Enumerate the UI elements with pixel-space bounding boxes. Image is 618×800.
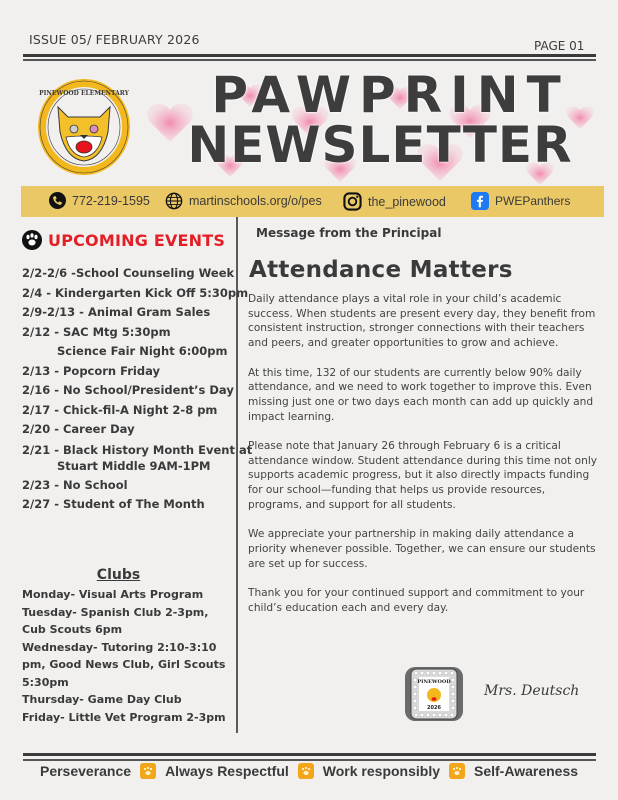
globe-icon <box>165 192 183 210</box>
title-line-1: PAWPRINT <box>211 66 569 124</box>
event-item: 2/23 - No School <box>22 477 128 492</box>
svg-text:PINEWOOD ELEMENTARY: PINEWOOD ELEMENTARY <box>39 90 129 97</box>
event-item: 2/27 - Student of The Month <box>22 497 205 511</box>
event-item: 2/9-2/13 - Animal Gram Sales <box>22 305 211 319</box>
event-item: 2/13 - Popcorn Friday <box>22 363 160 378</box>
club-item: Monday- Visual Arts Program <box>22 588 204 601</box>
club-item: Tuesday- Spanish Club 2-3pm, Cub Scouts 6pm <box>22 605 209 636</box>
top-rule-thin <box>23 59 596 61</box>
contact-instagram[interactable] <box>343 192 446 211</box>
paw-badge-icon <box>140 763 156 779</box>
phone-icon <box>49 192 66 209</box>
principal-signature: Mrs. Deutsch <box>484 683 580 699</box>
instagram-icon <box>343 192 362 211</box>
paw-badge-icon <box>449 763 465 779</box>
newsletter-title <box>170 66 590 174</box>
contact-website-label: martinschools.org/o/pes <box>189 194 322 208</box>
value-item: Self-Awareness <box>474 763 579 779</box>
contact-bar <box>21 186 604 217</box>
title-line-2: NEWSLETTER <box>187 116 573 174</box>
contact-phone[interactable] <box>49 192 150 209</box>
event-item: Stuart Middle 9AM-1PM <box>57 458 211 473</box>
event-item: 2/20 - Career Day <box>22 422 135 436</box>
event-item: 2/12 - SAC Mtg 5:30pm <box>22 324 171 339</box>
paw-badge-icon <box>298 763 314 779</box>
page-number: PAGE 01 <box>534 39 585 53</box>
school-logo <box>36 77 132 177</box>
principal-section-label: Message from the Principal <box>256 226 442 240</box>
bottom-rule-thin <box>23 759 596 761</box>
event-item: 2/21 - Black History Month Event at <box>22 442 253 457</box>
event-item: 2/4 - Kindergarten Kick Off 5:30pm <box>22 285 249 300</box>
event-item: 2/17 - Chick-fil-A Night 2-8 pm <box>22 402 218 417</box>
contact-phone-label: 772-219-1595 <box>72 193 150 208</box>
contact-facebook-label: PWEPanthers <box>495 194 571 208</box>
article-paragraph: At this time, 132 of our students are currently below 90% daily attendance, and we need to work together to improve this. Even missing just one or two days each month can add up quickly and impact learning. <box>248 366 594 423</box>
top-rule-thick <box>23 54 596 57</box>
article-paragraph: We appreciate your partnership in making daily attendance a priority whenever possible. Together, we can ensure our students are set up for success. <box>248 528 596 570</box>
article-body <box>248 292 600 630</box>
contact-website[interactable] <box>165 192 322 210</box>
value-item: Work responsibly <box>322 763 440 779</box>
facebook-icon <box>471 192 489 210</box>
bottom-rule-thick <box>23 753 596 756</box>
events-list <box>22 264 253 515</box>
article-paragraph: Daily attendance plays a vital role in your child’s academic success. When students are present every day, they benefit from consistent instruction, stronger connections with their teachers and peers, and greater opportunities to grow and achieve. <box>248 293 596 350</box>
value-item: Always Respectful <box>165 763 289 779</box>
article-title: Attendance Matters <box>249 257 513 283</box>
upcoming-events-heading <box>22 230 225 250</box>
value-item: Perseverance <box>39 763 132 779</box>
club-item: Thursday- Game Day Club <box>22 693 182 706</box>
club-item: Wednesday- Tutoring 2:10-3:10 pm, Good News Club, Girl Scouts 5:30pm <box>22 640 226 689</box>
event-item: Science Fair Night 6:00pm <box>57 344 228 358</box>
article-paragraph: Please note that January 26 through February 6 is a critical attendance window. Student attendance during this time not only supports academic progress, but it also directly impacts funding for our school—funding that helps us provide resources, programs, and support for all students. <box>248 440 598 511</box>
contact-instagram-label: the_pinewood <box>368 194 446 209</box>
issue-label: ISSUE 05/ FEBRUARY 2026 <box>29 32 200 47</box>
clubs-list <box>22 586 236 726</box>
article-paragraph: Thank you for your continued support and commitment to your child’s education each and every day. <box>248 587 585 614</box>
upcoming-events-title: UPCOMING EVENTS <box>48 230 226 250</box>
panther-mascot-icon <box>36 77 132 177</box>
svg-text:2026: 2026 <box>427 705 441 711</box>
club-item: Friday- Little Vet Program 2-3pm <box>22 710 226 724</box>
event-item: 2/16 - No School/President’s Day <box>22 383 234 397</box>
clubs-heading: Clubs <box>96 567 141 583</box>
class-ring-icon <box>403 663 465 725</box>
paw-icon <box>22 230 42 250</box>
school-values <box>0 763 618 779</box>
event-item: 2/2-2/6 -School Counseling Week <box>22 266 235 280</box>
svg-text:PINEWOOD: PINEWOOD <box>417 679 451 685</box>
contact-facebook[interactable] <box>471 192 570 210</box>
